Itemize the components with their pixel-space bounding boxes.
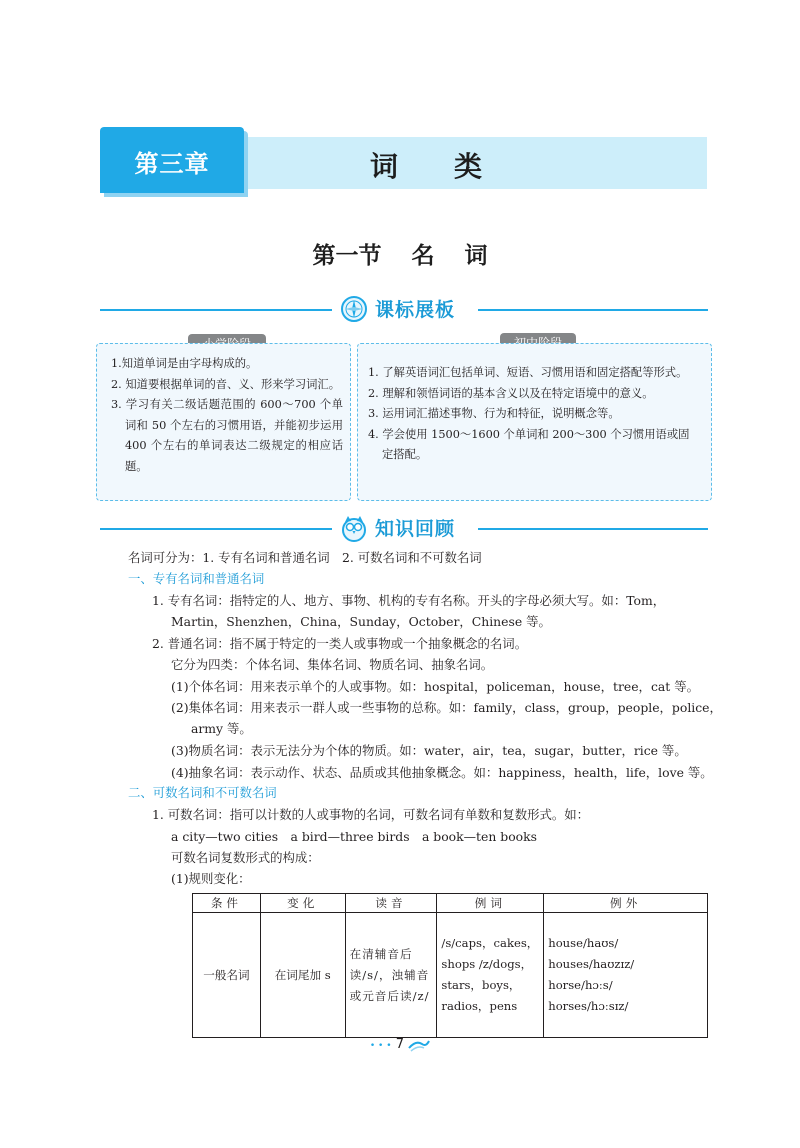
exception-item: horses/hɔːsɪz/ (548, 999, 629, 1013)
list-item: 1. 了解英语词汇包括单词、短语、习惯用语和固定搭配等形式。 (368, 366, 688, 379)
table-cell (544, 913, 708, 1038)
table-header: 例外 (544, 894, 708, 913)
common-noun-line1: 2. 普通名词：指不属于特定的一类人或事物或一个抽象概念的名词。 (152, 636, 528, 651)
list-item: 3. 学习有关二级话题范围的 600～700 个单词和 50 个左右的习惯用语，并能初步运用 400 个左右的单词表达二级规定的相应话题。 (111, 398, 344, 473)
owl-icon (340, 514, 368, 542)
table-row (193, 913, 708, 1038)
chapter-title: 词类 (370, 150, 539, 183)
individual-noun: (1)个体名词：用来表示单个的人或事物。如：hospital，policeman，house，tree，cat 等。 (171, 679, 699, 694)
table-header-row (193, 894, 708, 913)
page-number (0, 1037, 800, 1052)
page-number-value: 7 (395, 1037, 404, 1052)
list-item: 1.知道单词是由字母构成的。 (111, 357, 258, 370)
abstract-noun: (4)抽象名词：表示动作、状态、品质或其他抽象概念。如：happiness，health，life，love 等。 (171, 765, 713, 780)
wave-icon (408, 1038, 430, 1052)
table-cell: 一般名词 (193, 913, 261, 1038)
common-noun-line2: 它分为四类：个体名词、集体名词、物质名词、抽象名词。 (171, 657, 494, 672)
review-heading: 知识回顾 (375, 518, 456, 540)
page-number-dots: • • • (369, 1041, 392, 1051)
proper-noun-line2: Martin，Shenzhen，China，Sunday，October，Chinese 等。 (171, 614, 551, 629)
list-item: 3. 运用词汇描述事物、行为和特征，说明概念等。 (368, 407, 620, 420)
list-item: 2. 理解和领悟词语的基本含义以及在特定语境中的意义。 (368, 386, 654, 400)
table-cell: /s/caps，cakes，shops /z/dogs，stars，boys，radios，pens (437, 913, 544, 1038)
compass-icon (340, 295, 368, 323)
curriculum-heading: 课标展板 (375, 299, 456, 321)
table-header: 例词 (437, 894, 544, 913)
countable-noun-line1: 1. 可数名词：指可以计数的人或事物的名词，可数名词有单数和复数形式。如： (152, 807, 590, 822)
review-divider (100, 514, 708, 544)
junior-stage-box (357, 343, 712, 501)
collective-noun-line1: (2)集体名词：用来表示一群人或一些事物的总称。如：family，class，group，people，police， (171, 700, 722, 715)
exception-item: house/haʊs/ (548, 936, 619, 950)
list-item: 4. 学会使用 1500～1600 个单词和 200～300 个习惯用语或固定搭配。 (368, 427, 690, 461)
primary-stage-box (96, 343, 351, 501)
proper-noun-line1: 1. 专有名词：指特定的人、地方、事物、机构的专有名称。开头的字母必须大写。如：Tom， (152, 593, 666, 608)
chapter-tag (100, 127, 244, 193)
section-title: 第一节 名 词 (312, 243, 488, 269)
countable-noun-examples: a city—two cities a bird—three birds a book—ten books (171, 829, 537, 844)
table-header: 条件 (193, 894, 261, 913)
collective-noun-line2: army 等。 (191, 721, 252, 736)
table-cell: 在清辅音后读/s/，浊辅音或元音后读/z/ (345, 913, 437, 1038)
plural-rule-table (192, 893, 708, 1038)
part1-heading: 一、专有名词和普通名词 (128, 571, 265, 586)
material-noun: (3)物质名词：表示无法分为个体的物质。如：water，air，tea，sugar，butter，rice 等。 (171, 743, 687, 758)
table-cell: 在词尾加 s (260, 913, 345, 1038)
part2-heading: 二、可数名词和不可数名词 (128, 785, 277, 800)
list-item: 2. 知道要根据单词的音、义、形来学习词汇。 (111, 377, 341, 391)
plural-forms-line: 可数名词复数形式的构成： (171, 850, 320, 865)
chapter-tag-label: 第三章 (134, 150, 210, 178)
table-header: 读音 (345, 894, 437, 913)
intro-text: 名词可分为：1. 专有名词和普通名词 2. 可数名词和不可数名词 (128, 550, 482, 565)
table-header: 变化 (260, 894, 345, 913)
exception-item: houses/haʊzɪz/ (548, 957, 635, 971)
regular-change-line: (1)规则变化： (171, 871, 251, 886)
exception-item: horse/hɔːs/ (548, 978, 613, 992)
curriculum-divider (100, 295, 708, 325)
